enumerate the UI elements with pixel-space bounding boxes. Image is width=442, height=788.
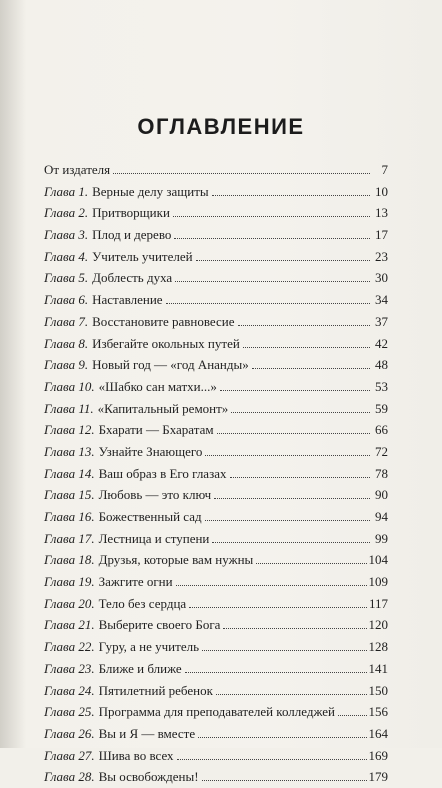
chapter-number: Глава 5. [44,270,89,286]
toc-entry [44,506,388,528]
toc-entry [44,202,388,224]
page-number: 117 [368,595,388,611]
dot-leader [177,758,367,760]
dot-leader [220,389,370,391]
chapter-title: Лестница и ступени [98,530,210,546]
chapter-title: Ближе и ближе [98,660,182,676]
page-number: 72 [375,443,388,459]
chapter-number: Глава 8. [44,335,89,351]
chapter-number: Глава 18. [44,552,95,568]
page-number: 7 [381,162,388,177]
dot-leader [176,584,367,586]
toc-entry [44,159,388,181]
chapter-title: Друзья, которые вам нужны [98,552,254,568]
page-number: 141 [368,660,388,676]
toc-entry [44,376,388,398]
page-number: 42 [375,335,388,351]
dot-leader [196,259,370,261]
toc-entry [44,593,388,615]
chapter-number: Глава 17. [44,530,95,546]
toc-entry [44,658,388,680]
dot-leader [113,172,370,174]
chapter-number: Глава 4. [44,248,89,264]
chapter-title: Ваш образ в Его глазах [98,465,227,481]
page-number: 128 [368,639,388,655]
chapter-title: Любовь — это ключ [98,487,212,503]
dot-leader [166,302,370,304]
toc-entry [44,333,388,355]
chapter-number: Глава 3. [44,227,89,243]
chapter-title: Бхарати — Бхаратам [98,422,214,438]
chapter-number: Глава 7. [44,313,89,329]
page-number: 53 [375,378,388,394]
page-number: 120 [368,617,388,633]
table-of-contents [44,159,388,788]
dot-leader [238,324,370,326]
dot-leader [202,779,367,781]
dot-leader [223,627,366,629]
dot-leader [173,215,370,217]
toc-entry [44,224,388,246]
chapter-number: Глава 9. [44,357,89,373]
chapter-number: Глава 19. [44,574,95,590]
page-number: 17 [375,227,388,243]
chapter-title: Доблесть духа [92,270,173,286]
dot-leader [243,346,370,348]
chapter-title: Притворщики [92,205,170,221]
page-number: 169 [368,747,388,763]
chapter-title: Вы освобождены! [98,769,199,785]
toc-entry [44,484,388,506]
chapter-number: Глава 26. [44,725,95,741]
page-number: 48 [375,357,388,373]
page-number: 104 [368,552,388,568]
chapter-title: Пятилетний ребенок [98,682,213,698]
toc-entry [44,463,388,485]
dot-leader [338,714,366,716]
page-number: 99 [375,530,388,546]
dot-leader [230,476,371,478]
page-number: 156 [368,704,388,720]
toc-entry [44,680,388,702]
chapter-title: Избегайте окольных путей [92,335,240,351]
chapter-title: Выберите своего Бога [98,617,221,633]
chapter-number: Глава 10. [44,378,95,394]
chapter-title: Плод и дерево [92,227,172,243]
toc-entry [44,614,388,636]
dot-leader [175,280,370,282]
chapter-title: Узнайте Знающего [98,443,203,459]
dot-leader [212,194,370,196]
dot-leader [205,454,370,456]
toc-entry [44,528,388,550]
toc-entry [44,571,388,593]
chapter-number: Глава 20. [44,595,95,611]
toc-entry [44,701,388,723]
chapter-title: Восстановите равновесие [92,313,235,329]
chapter-title: Программа для преподавателей колледжей [98,704,336,720]
page-number: 23 [375,248,388,264]
dot-leader [205,519,370,521]
chapter-title: «Шабко сан матхи...» [98,378,217,394]
dot-leader [217,432,370,434]
toc-entry [44,766,388,788]
chapter-number: Глава 1. [44,183,89,199]
chapter-title: Наставление [92,292,163,308]
toc-entry [44,723,388,745]
chapter-title: «Капитальный ремонт» [97,400,229,416]
chapter-number: Глава 27. [44,747,95,763]
page-number: 59 [375,400,388,416]
chapter-title: Верные делу защиты [92,183,209,199]
dot-leader [256,562,366,564]
toc-entry [44,267,388,289]
dot-leader [198,736,366,738]
chapter-title: Учитель учителей [92,248,193,264]
chapter-title: Божественный сад [98,509,202,524]
chapter-number: Глава 22. [44,639,95,655]
toc-entry [44,636,388,658]
chapter-number: Глава 13. [44,443,95,459]
page-number: 10 [375,183,388,199]
toc-entry [44,419,388,441]
dot-leader [214,497,370,499]
page-number: 30 [375,270,388,286]
chapter-number: Глава 2. [44,205,89,221]
page-title: ОГЛАВЛЕНИЕ [137,114,305,139]
page-number: 37 [375,313,388,329]
chapter-number: Глава 12. [44,422,95,438]
chapter-number: Глава 6. [44,292,89,308]
chapter-title: Гуру, а не учитель [98,639,200,655]
chapter-title: От издателя [44,162,111,177]
dot-leader [212,541,370,543]
chapter-title: Новый год — «год Ананды» [92,357,249,373]
dot-leader [189,606,367,608]
dot-leader [216,693,367,695]
chapter-title: Зажгите огни [98,574,173,590]
page-number: 66 [375,422,388,438]
chapter-title: Шива во всех [98,747,174,763]
dot-leader [174,237,370,239]
gutter-shadow [0,0,26,748]
toc-entry [44,181,388,203]
toc-entry [44,549,388,571]
dot-leader [231,411,370,413]
toc-entry [44,354,388,376]
page-number: 94 [375,509,388,524]
dot-leader [202,649,366,651]
dot-leader [252,367,370,369]
toc-entry [44,441,388,463]
chapter-number: Глава 28. [44,769,95,785]
page-number: 13 [375,205,388,221]
chapter-number: Глава 14. [44,465,95,481]
dot-leader [185,671,367,673]
page-number: 109 [368,574,388,590]
chapter-number: Глава 25. [44,704,95,720]
chapter-number: Глава 24. [44,682,95,698]
chapter-number: Глава 16. [44,509,95,524]
chapter-title: Вы и Я — вместе [98,725,196,741]
page-number: 150 [368,682,388,698]
toc-entry [44,289,388,311]
toc-entry [44,311,388,333]
page-number: 78 [375,465,388,481]
chapter-number: Глава 21. [44,617,95,633]
page-number: 90 [375,487,388,503]
page-number: 179 [368,769,388,785]
chapter-number: Глава 11. [44,400,94,416]
toc-entry [44,246,388,268]
toc-entry [44,398,388,420]
chapter-title: Тело без сердца [98,595,187,611]
page-number: 164 [368,725,388,741]
chapter-number: Глава 23. [44,660,95,676]
chapter-number: Глава 15. [44,487,95,503]
page-number: 34 [375,292,388,308]
